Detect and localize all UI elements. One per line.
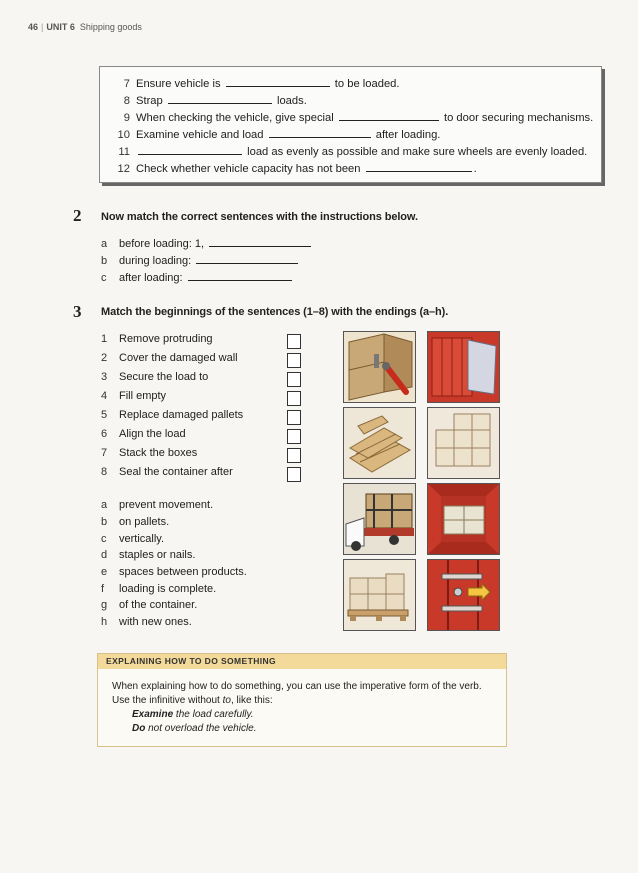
line-text-before: Strap <box>136 95 163 107</box>
container-seal-illustration <box>427 559 500 631</box>
item-text: Replace damaged pallets <box>119 409 244 421</box>
line-number: 9 <box>123 112 130 124</box>
truck-load-illustration <box>343 483 416 555</box>
running-header <box>28 22 142 32</box>
item-letter: b <box>101 516 108 528</box>
box-line <box>100 126 601 141</box>
explanation-text <box>112 695 273 706</box>
line-text-after: loads. <box>276 95 307 107</box>
item-letter: a <box>101 238 108 250</box>
list-item <box>101 447 197 459</box>
container-cover-illustration <box>427 331 500 403</box>
line-number: 11 <box>118 146 130 158</box>
list-item <box>101 252 300 267</box>
list-item <box>101 583 216 595</box>
explanation-title: EXPLAINING HOW TO DO SOMETHING <box>98 654 506 669</box>
answer-checkbox[interactable] <box>287 334 301 349</box>
item-text: on pallets. <box>119 516 170 528</box>
answer-blank[interactable] <box>168 92 272 104</box>
exercise-question: Match the beginnings of the sentences (1–8) with the endings (a–h). <box>101 306 449 318</box>
item-text: Fill empty <box>119 390 167 402</box>
box-line <box>100 143 601 158</box>
example-rest: not overload the vehicle. <box>145 723 257 734</box>
unit-label: UNIT 6 <box>46 22 75 32</box>
page-number: 46 <box>28 22 39 32</box>
list-item <box>101 235 313 250</box>
list-item <box>101 499 213 511</box>
item-text: staples or nails. <box>119 549 196 561</box>
list-item <box>101 269 294 284</box>
item-number: 7 <box>101 447 108 459</box>
header-divider: | <box>41 22 44 32</box>
item-text: before loading: 1, <box>119 238 205 250</box>
answer-blank[interactable] <box>188 269 292 281</box>
line-text-after: to door securing mechanisms. <box>443 112 594 124</box>
line-number: 7 <box>123 78 130 90</box>
box-line <box>100 75 601 90</box>
list-item <box>101 566 247 578</box>
exercise-number: 3 <box>73 302 82 321</box>
container-interior-illustration <box>427 483 500 555</box>
text-part: , like this: <box>230 695 273 706</box>
example-verb: Do <box>132 723 146 734</box>
text-emphasis: to <box>222 695 231 706</box>
list-item <box>101 533 164 545</box>
list-item <box>101 333 213 345</box>
list-item <box>101 616 192 628</box>
answer-blank[interactable] <box>138 143 242 155</box>
line-text-after: to be loaded. <box>334 78 400 90</box>
answer-blank[interactable] <box>226 75 330 87</box>
item-text: Align the load <box>119 428 186 440</box>
item-letter: b <box>101 255 108 267</box>
list-item <box>101 352 238 364</box>
item-number: 3 <box>101 371 108 383</box>
line-number: 12 <box>117 163 130 175</box>
answer-blank[interactable] <box>339 109 439 121</box>
list-item <box>101 428 186 440</box>
answer-blank[interactable] <box>366 160 472 172</box>
line-text-after: after loading. <box>375 129 441 141</box>
sentence-box <box>99 66 602 183</box>
item-text: Stack the boxes <box>119 447 198 459</box>
item-text: loading is complete. <box>119 583 217 595</box>
item-letter: g <box>101 599 108 611</box>
item-text: after loading: <box>119 272 183 284</box>
line-text-before: Examine vehicle and load <box>136 129 264 141</box>
explanation-box <box>97 653 507 747</box>
damaged-pallets-illustration <box>343 407 416 479</box>
exercise-question: Now match the correct sentences with the instructions below. <box>101 211 418 223</box>
text-part: Use the infinitive without <box>112 695 223 706</box>
list-item <box>101 599 197 611</box>
item-letter: a <box>101 499 108 511</box>
explanation-text: When explaining how to do something, you can use the imperative form of the verb. <box>112 681 482 692</box>
answer-checkbox[interactable] <box>287 467 301 482</box>
answer-checkbox[interactable] <box>287 410 301 425</box>
answer-blank[interactable] <box>209 235 311 247</box>
box-line <box>100 160 601 175</box>
line-text-before: Check whether vehicle capacity has not been <box>136 163 361 175</box>
item-text: prevent movement. <box>119 499 214 511</box>
answer-checkbox[interactable] <box>287 353 301 368</box>
list-item <box>101 549 195 561</box>
item-text: Secure the load to <box>119 371 209 383</box>
line-number: 10 <box>117 129 130 141</box>
example-sentence <box>132 709 254 720</box>
item-letter: c <box>101 272 107 284</box>
list-item <box>101 409 243 421</box>
answer-checkbox[interactable] <box>287 429 301 444</box>
item-letter: e <box>101 566 108 578</box>
item-text: of the container. <box>119 599 198 611</box>
list-item <box>101 371 208 383</box>
line-text-before: Ensure vehicle is <box>136 78 221 90</box>
list-item <box>101 390 166 402</box>
line-text-after: load as evenly as possible and make sure wheels are evenly loaded. <box>247 146 588 158</box>
item-text: vertically. <box>119 533 165 545</box>
item-number: 5 <box>101 409 108 421</box>
answer-blank[interactable] <box>196 252 298 264</box>
item-text: Seal the container after <box>119 466 233 478</box>
line-text-after: . <box>473 163 477 175</box>
example-sentence <box>132 723 257 734</box>
box-line <box>100 92 601 107</box>
item-text: Remove protruding <box>119 333 213 345</box>
item-letter: f <box>101 583 105 595</box>
example-rest: the load carefully. <box>173 709 254 720</box>
item-letter: h <box>101 616 108 628</box>
answer-checkbox[interactable] <box>287 391 301 406</box>
list-item <box>101 516 169 528</box>
answer-blank[interactable] <box>269 126 371 138</box>
item-letter: c <box>101 533 107 545</box>
item-text: spaces between products. <box>119 566 247 578</box>
unit-topic: Shipping goods <box>79 22 142 32</box>
item-number: 8 <box>101 466 108 478</box>
staple-removal-illustration <box>343 331 416 403</box>
list-item <box>101 466 233 478</box>
item-number: 6 <box>101 428 108 440</box>
item-number: 1 <box>101 333 108 345</box>
example-verb: Examine <box>132 709 174 720</box>
item-text: with new ones. <box>119 616 192 628</box>
stacked-boxes-illustration <box>427 407 500 479</box>
line-text-before: When checking the vehicle, give special <box>136 112 334 124</box>
exercise-number: 2 <box>73 206 82 225</box>
item-text: Cover the damaged wall <box>119 352 238 364</box>
item-text: during loading: <box>119 255 192 267</box>
answer-checkbox[interactable] <box>287 448 301 463</box>
item-number: 2 <box>101 352 108 364</box>
answer-checkbox[interactable] <box>287 372 301 387</box>
item-letter: d <box>101 549 108 561</box>
box-line <box>100 109 601 124</box>
item-number: 4 <box>101 390 108 402</box>
line-number: 8 <box>123 95 130 107</box>
boxes-on-pallet-illustration <box>343 559 416 631</box>
